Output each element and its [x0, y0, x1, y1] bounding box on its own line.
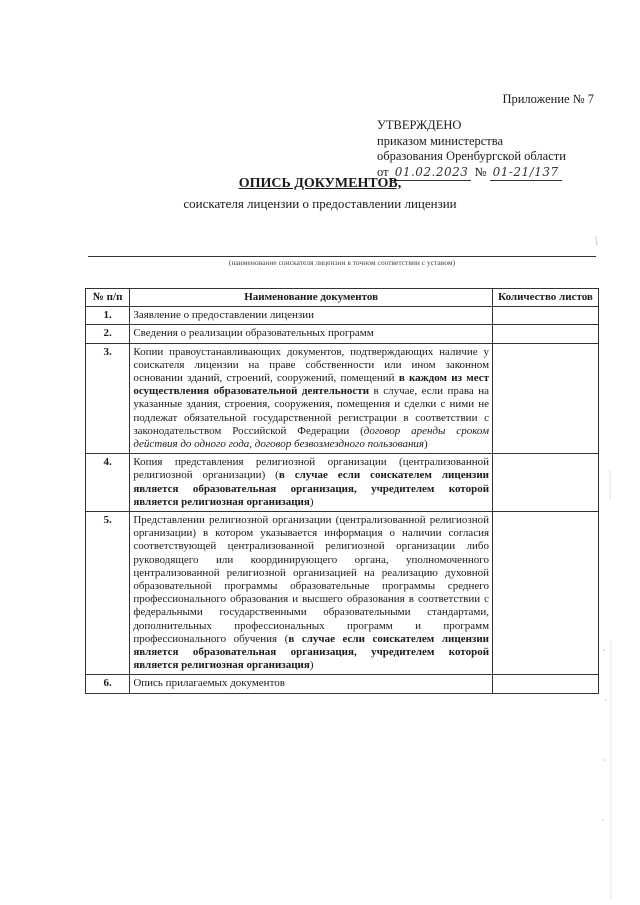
document-title: ОПИСЬ ДОКУМЕНТОВ,	[238, 176, 402, 191]
row-text	[130, 454, 493, 512]
approval-date: 01.02.2023	[392, 165, 472, 182]
approval-from-prefix: от	[377, 164, 389, 179]
header-num: № п/п	[86, 289, 130, 307]
row-text	[130, 343, 493, 454]
row-text-part: Копия представления религиозной организации (централизованной религиозной организации) (	[133, 456, 490, 482]
approval-line-3: образования Оренбургской области	[377, 149, 566, 163]
table-row	[86, 675, 599, 693]
row-text-part: )	[424, 438, 428, 451]
row-text	[130, 512, 493, 675]
table-header-row	[86, 289, 599, 307]
header-qty: Количество листов	[493, 289, 599, 307]
table-row	[86, 343, 599, 454]
table-row	[86, 512, 599, 675]
approval-line-1: УТВЕРЖДЕНО	[377, 118, 462, 132]
row-text-bold: в случае если соискателем лицензии является образовательная организация, учредителем которой является религиозная организация	[133, 632, 490, 672]
row-num: 2.	[86, 325, 130, 343]
row-num: 3.	[86, 343, 130, 454]
row-text: Опись прилагаемых документов	[130, 675, 493, 693]
row-qty	[493, 343, 599, 454]
row-num: 6.	[86, 675, 130, 693]
row-text-part: )	[309, 495, 314, 508]
row-text-part: в случае, если права на указанные здания, строения, сооружения, помещения и сделки с ними не подлежат обязательной государственной регистрации в соответствии с законодательством Российской Федерации (	[133, 385, 490, 437]
row-text-part: )	[309, 659, 314, 672]
table-row	[86, 454, 599, 512]
row-num: 5.	[86, 512, 130, 675]
row-text-part: Представлении религиозной организации (централизованной религиозной организации) в котором указывается информация о наличии согласия соответствующей централизованной религиозной организации либо руководящего или координирующего органа, уполномоченного централизованной религиозной организацией на реализацию духовной образовательной программы образовательные программы среднего профессионального образования и высшего образования в соответствии с федеральными государственными образовательными стандартами, дополнительных профессиональных программ и программ профессионального обучения (	[133, 514, 490, 645]
row-num: 1.	[86, 307, 130, 325]
row-text-bold: в каждом из мест осуществления образовательной деятельности	[133, 372, 490, 398]
row-qty	[493, 307, 599, 325]
row-text-bold: в случае если соискателем лицензии является образовательная организация, учредителем которой является религиозная организация	[133, 469, 490, 508]
row-text-italic: договор аренды сроком действия до одного года, договор безвозмездного пользования	[133, 424, 490, 451]
row-qty	[493, 675, 599, 693]
applicant-name-line	[88, 256, 596, 257]
row-text: Заявление о предоставлении лицензии	[130, 307, 493, 325]
row-text-part: Копии правоустанавливающих документов, подтверждающих наличие у соискателя лицензии на праве собственности или ином законном основании зданий, строений, сооружений, помещений	[133, 345, 490, 385]
row-qty	[493, 454, 599, 512]
documents-table	[85, 288, 599, 694]
table-row	[86, 325, 599, 343]
row-num: 4.	[86, 454, 130, 512]
approval-number-label: №	[474, 164, 487, 179]
applicant-name-caption: (наименование соискателя лицензии в точном соответствии с уставом)	[228, 258, 456, 267]
row-qty	[493, 325, 599, 343]
table-row	[86, 307, 599, 325]
row-qty	[493, 512, 599, 675]
approval-block	[377, 118, 566, 181]
row-text: Сведения о реализации образовательных программ	[130, 325, 493, 343]
approval-line-2: приказом министерства	[377, 133, 504, 148]
approval-number: 01-21/137	[490, 165, 562, 182]
appendix-label: Приложение № 7	[502, 92, 594, 106]
document-subtitle: соискателя лицензии о предоставлении лицензии	[183, 196, 457, 211]
header-name: Наименование документов	[130, 289, 493, 307]
